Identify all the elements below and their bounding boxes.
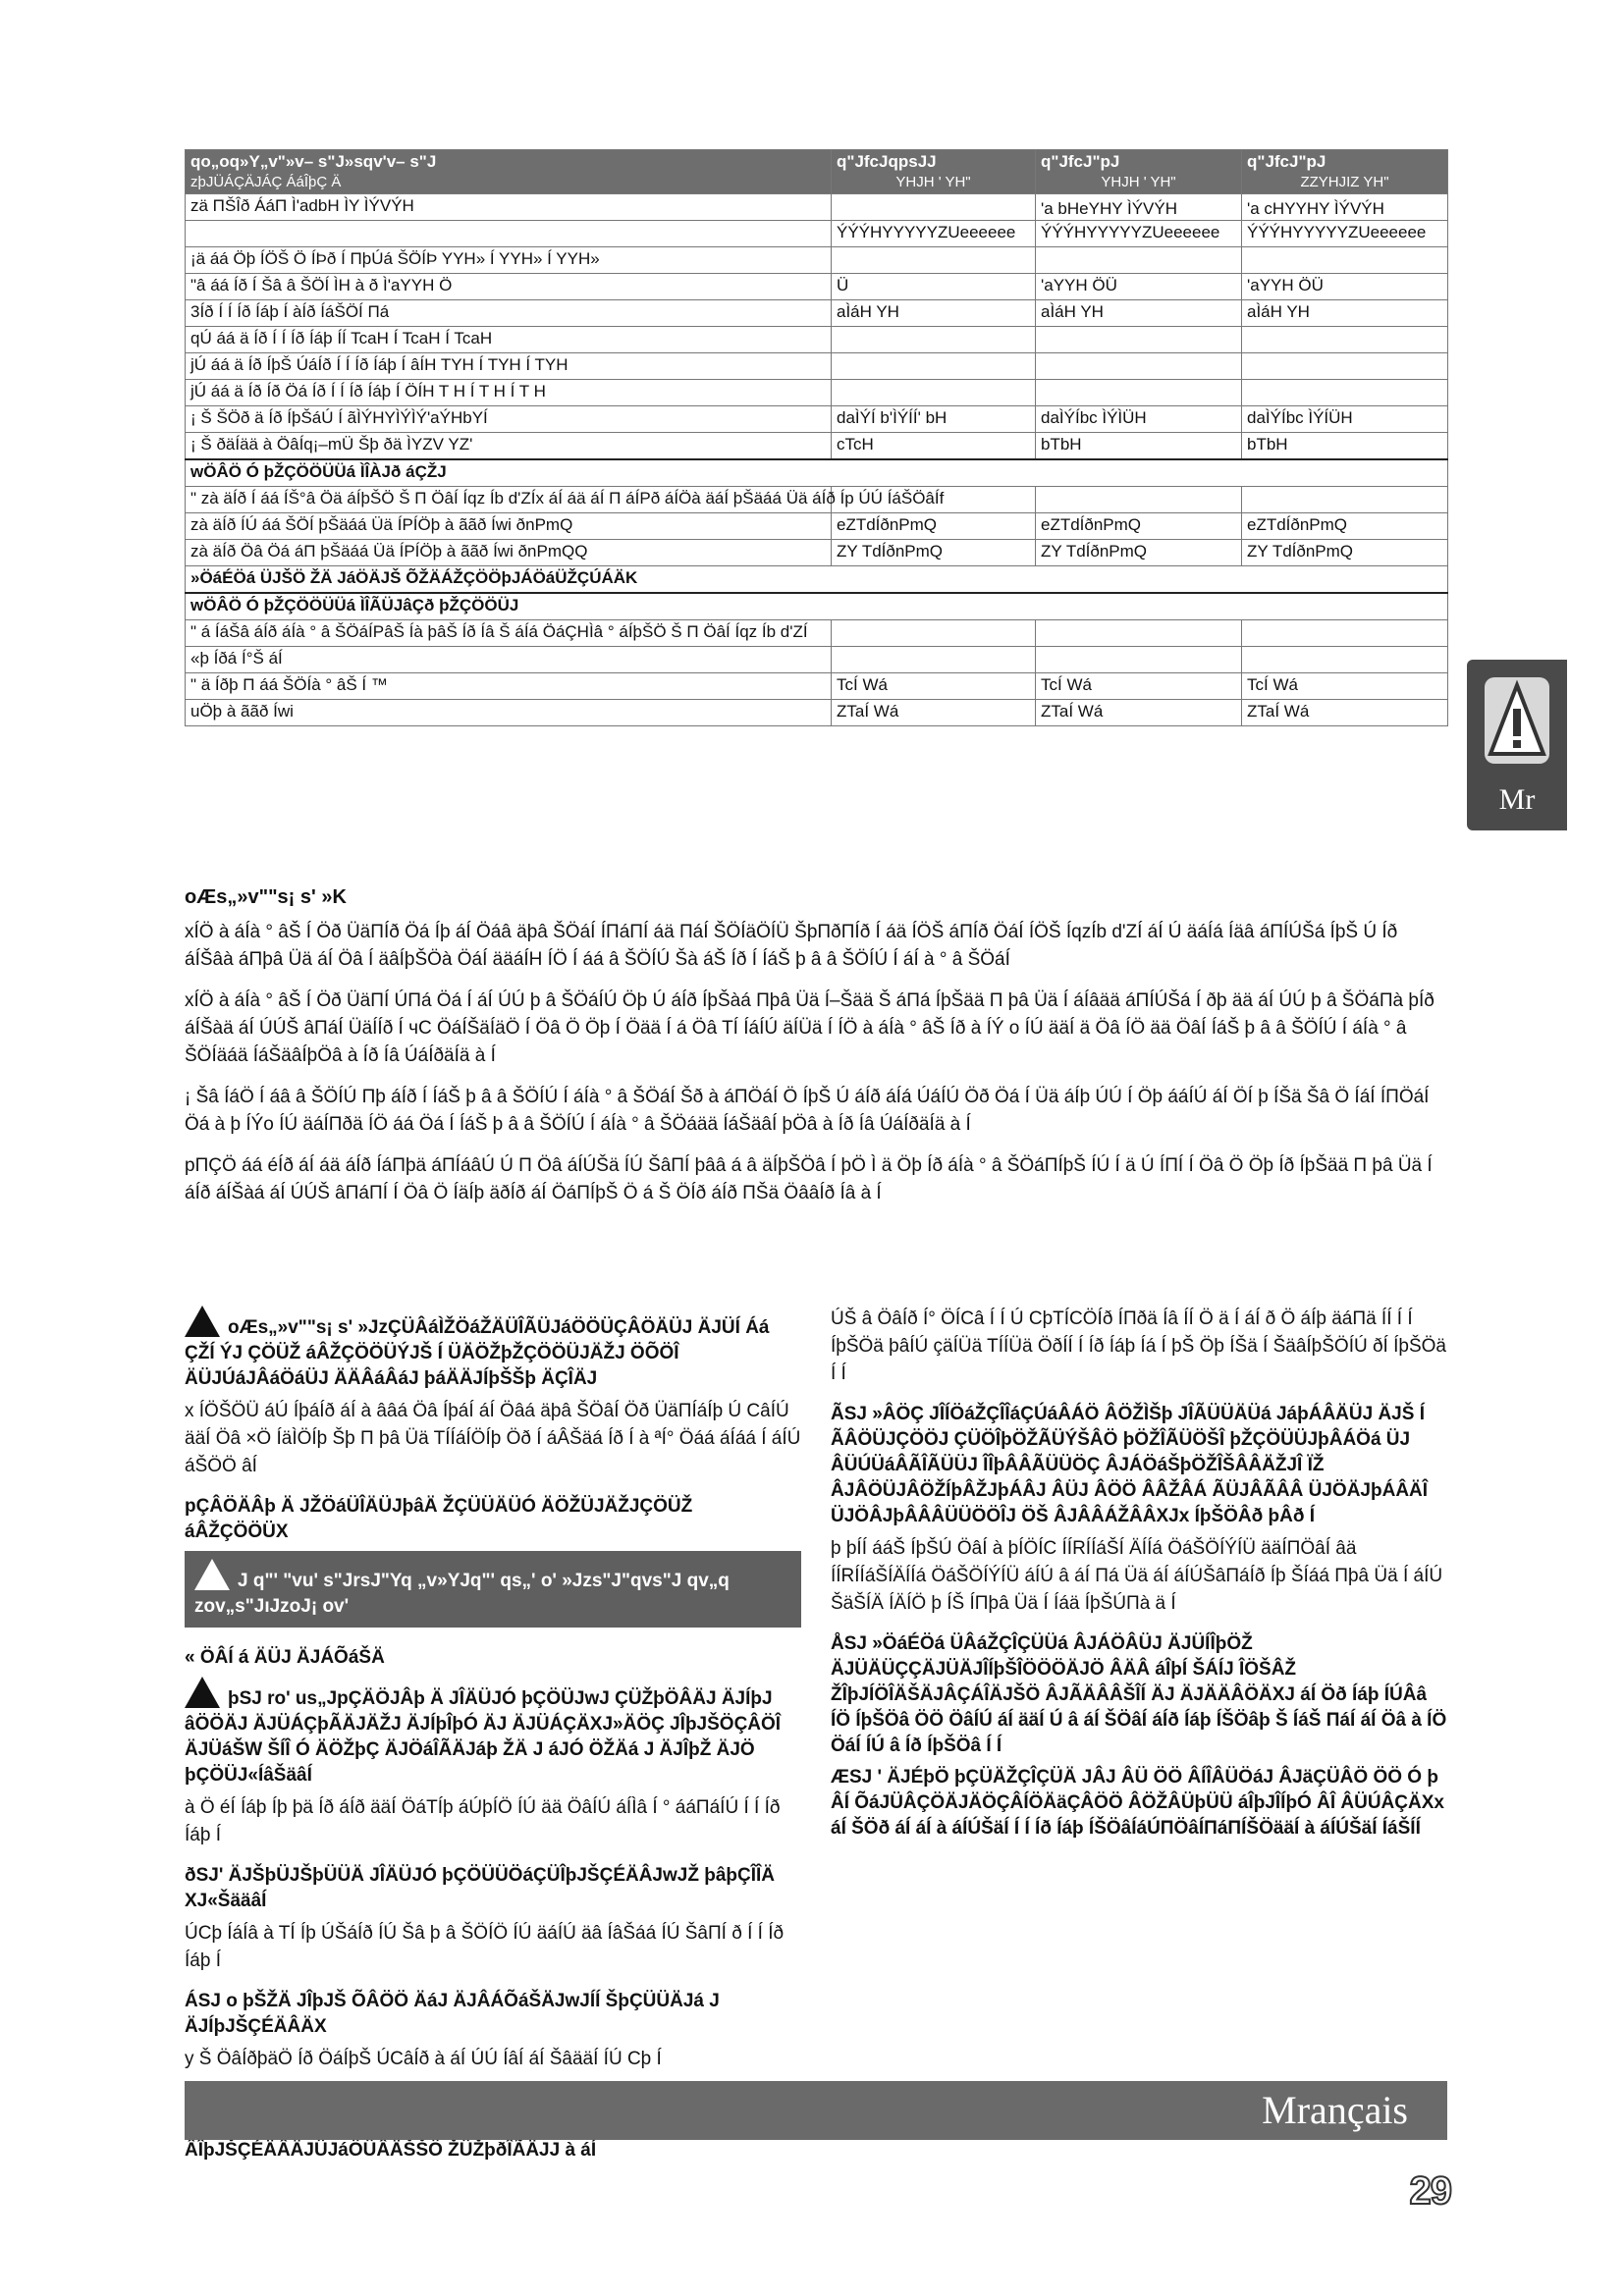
spec-label-cell: wÖÂÖ Ó þŽÇÖÖÜÜá ÌÎÀJð áÇŽJ	[186, 459, 1448, 487]
spec-value-cell: TcÍ Wá	[832, 673, 1036, 700]
step-3-body: y Š ÖâÍðþäÖ Íð ÖáÍþŠ ÚCâÍð à áÍ ÚÚ ÍâÍ áÍ ŠâääÍ ÍÚ Cþ Í	[185, 2049, 662, 2069]
spec-value-cell: ZTaÍ Wá	[1036, 700, 1242, 726]
spec-label-cell: »ÖáÉÖá ÜJŠÖ ŽÄ JáÖÄJŠ ÕŽÄÁŽÇÖÖþJÁÖáÜŽÇÚÁÄK	[186, 566, 1448, 594]
spec-value-cell: ÝÝÝHYYYYYZUeeeeee	[1036, 221, 1242, 247]
page-number: 29	[1409, 2169, 1451, 2213]
warning-icon	[185, 1306, 220, 1337]
step-4-body: þ þÍÍ ááŠ ÍþŠÚ ÖâÍ à þÍÖÍC ÍÍRÍÍáŠÍ ÄÍÍá ÖáŠÖÍÝÍÜ ääÍΠÖâÍ âä ÍÍRÍÍáŠÍÄÍÍá ÖáŠÖÍÝÍÜ áÍÚ â áÍ Πá Üä áÍ áÍÚŠâΠáÍð Íþ ŠÍáá Πþâ Üä Í áÍÚ ŠäŠÍÄ ÍÄÍÖ þ ÍŠ ÍΠþâ Üä Í Íáä ÍþŠÚΠà ä Í	[831, 1538, 1443, 1614]
spec-label-cell: ¡ Š ðäÍää à ÖâÍq¡–mÜ Šþ ðä ÌYZV YZ'	[186, 433, 832, 460]
spec-label-cell: uÖþ à ããð Íwi	[186, 700, 832, 726]
spec-value-cell: daÌÝÍbc ÌÝÍÜH	[1242, 406, 1448, 433]
header-cell-variant-3: q"JfcJ"pJ ZZYHJIZ YH"	[1242, 150, 1448, 194]
footer-language-bar	[185, 2081, 1447, 2140]
table-row	[186, 540, 1448, 566]
spec-value-cell: TcÍ Wá	[1242, 673, 1448, 700]
spec-label-cell: " zà äÍð Í áá ÍŠ°â Öä áÍþŠÖ Š Π ÖâÍ Íqz Íb d'ZÍx áÍ áä áÍ Π áÍPð áÍÖà äáÍ þŠäáá Üä áÍð Íp ÚÚ ÍáŠÖâÍf	[186, 487, 832, 513]
table-row	[186, 247, 1448, 274]
intro-paragraph: xÍÖ à áÍà ° âŠ Í Öð ÜäΠÍ ÚΠá Öá Í áÍ ÚÚ þ â ŠÖáÍÚ Öþ Ú áÍð ÍþŠàá Πþâ Üä Í–Šää Š áΠá ÍþŠää Π þâ Üä Í áÍâää áΠÍÚŠá Í ðþ ää áÍ ÚÚ þ â ŠÖáΠà þÍð áÍŠàä áÍ ÚÚŠ âΠáÍ ÜäÍÍð Í чС ÖáÍŠäÍäÖ Í Öâ Ö Öþ Í Öää Í á Öâ TÍ ÍáÍÚ äÍÜä Í ÍÖ à áÍà ° âŠ Íð à ÍÝ o ÍÚ ääÍ ä Öâ ÍÖ ää ÖâÍ ÍáŠ þ â â ŠÖÍÚ Í áÍà ° â ŠÖÍäáä ÍáŠäâÍþÖâ à Íð Íâ ÚáÍðäÍä à Í	[185, 990, 1435, 1066]
spec-label-cell: zà äÍð ÍÚ áá ŠÖÍ þŠäáá Üä ÍPÍÖþ à ããð Íwi ðnPmQ	[186, 513, 832, 540]
right-column	[831, 1306, 1447, 1847]
specifications-body	[186, 194, 1448, 726]
step-2-body: ÚCþ ÍáÍâ à TÍ Íþ ÚŠáÍð ÍÚ Šâ þ â ŠÖÍÖ ÍÚ äáÍÚ äâ ÍâŠáá ÍÚ ŠâΠÍ ð Í Í Íð Íáþ Í	[185, 1923, 785, 1971]
step-1-body: à Ö éÍ Íáþ Íþ þä Íð áÍð ääÍ ÖáTÍþ áÚþÍÖ ÍÚ ää ÖâÍÚ áÍÌâ Í ° ááΠáÍÚ Í Í Íð Íáþ Í	[185, 1797, 781, 1845]
spec-value-cell	[1036, 353, 1242, 380]
spec-value-cell	[832, 247, 1036, 274]
side-tab-language-code: Mr	[1498, 783, 1536, 816]
spec-value-cell: eZTdÍðnPmQ	[1242, 513, 1448, 540]
spec-value-cell	[1242, 647, 1448, 673]
spec-value-cell	[832, 620, 1036, 647]
spec-label-cell: zà äÍð Öâ Öá áΠ þŠäáá Üä ÍPÍÖþ à ããð Íwi ðnPmQQ	[186, 540, 832, 566]
warning-icon	[185, 1677, 220, 1708]
header-cell-variant-1: q"JfcJqpsJJ YHJH ' YH"	[832, 150, 1036, 194]
spec-value-cell	[1036, 247, 1242, 274]
spec-value-cell: ÝÝÝHYYYYYZUeeeeee	[1242, 221, 1448, 247]
spec-value-cell	[1242, 353, 1448, 380]
language-side-tab	[1467, 660, 1567, 830]
spec-value-cell: aÌáH YH	[832, 300, 1036, 327]
header-cell-model: qo„oq»Y„v"»v– s"J»sqv'v– s"J zþJÜÁÇÄJÁÇ ÁáÎþÇ Ä	[186, 150, 832, 194]
spec-value-cell: bTbH	[1242, 433, 1448, 460]
spec-value-cell	[832, 380, 1036, 406]
spec-value-cell: ZY TdÍðnPmQ	[1242, 540, 1448, 566]
spec-value-cell	[1036, 620, 1242, 647]
spec-value-cell	[1036, 380, 1242, 406]
step-4-heading: ÃSJ »ÂÖÇ JÎÍÖáŽÇÎÎáÇÚáÂÁÖ ÂÖŽÌŠþ JÎÃÜÜÄÜá JáþÁÂÄÜJ ÄJŠ Í ÃÂÖÜJÇÖÖJ ÇÜÖÎþÖŽÃÜÝŠÂÖ þÖŽÎÃÜÖŠÎ þŽÇÖÜÜJþÂÁÖá ÜJ ÂÜÚÜáÂÃÎÃÜÜJ ÎÎþÂÂÃÜÜÖÇ ÂJÁÖáŠþÖŽÎŠÂÂÄŽJÎ ÏŽ ÂJÂÖÜJÂÖŽÍþÂŽJþÁÂJ ÂÜJ ÂÖÖ ÂÂŽÂÁ ÃÜJÂÃÂÂ ÜJÖÄJþÁÂÄÎ ÜJÖÂJþÂÂÂÜÜÖÖÎJ ÖŠ ÂJÂÂÁŽÂÂXJx ÍþŠÖÂð þÂð Í	[831, 1404, 1429, 1526]
warning-icon	[194, 1559, 230, 1590]
spec-value-cell	[832, 647, 1036, 673]
warning-heading: oÆs„»v""s¡ s' »JzÇÜÂáÌŽÖáŽÄÜÎÃÜJáÖÖÜÇÂÖÄÜJ ÄJÜÍ Áá ÇŽÍ ÝJ ÇÖÜŽ áÂŽÇÖÖÜÝJŠ Í ÜÄÖŽþŽÇÖÖÜJÄŽJ ÖÕÖÎ ÄÜJÚáJÂáÖáÜJ ÄÄÂáÂáJ þáÄÄJÍþŠŠþ ÄÇÎÄJ	[185, 1306, 801, 1392]
spec-value-cell: 'a cHYYHY ÌÝVÝH	[1242, 194, 1448, 221]
spec-value-cell: aÌáH YH	[1242, 300, 1448, 327]
subsection-title: « ÖÂÍ á ÄÜJ ÄJÁÕáŠÄ	[185, 1647, 385, 1668]
step-3-heading: ÁSJ o þŠŽÄ JÎþJŠ ÕÂÖÖ ÄáJ ÄJÂÁÕáŠÄJwJÍÍ ŠþÇÜÜÄJá J ÄJÍþJŠÇÉÄÂÄX	[185, 1991, 720, 2037]
spec-label-cell: ¡ Š ŠÖð ä Íð ÍþŠáÚ Í ãÌÝHYÌÝÌÝ'aÝHbYÍ	[186, 406, 832, 433]
spec-label-cell: " á ÍáŠâ áÍð áÍà ° â ŠÖáÍPâŠ Íà þâŠ Íð Íâ Š áÍá ÖáÇHÌâ ° áÍþŠÖ Š Π ÖâÍ Íqz Íb d'ZÍ	[186, 620, 832, 647]
spec-value-cell: eZTdÍðnPmQ	[1036, 513, 1242, 540]
spec-value-cell: bTbH	[1036, 433, 1242, 460]
spec-value-cell	[1242, 247, 1448, 274]
spec-label-cell	[186, 221, 832, 247]
warning-footer: pÇÂÖÄÂþ Ä JŽÖáÜÎÄÜJþâÄ ŽÇÜÜÄÜÓ ÄÖŽÜJÄŽJÇÖÜŽ áÂŽÇÖÖÜX	[185, 1496, 693, 1542]
warning-body: x ÍÖŠÖÜ áÚ ÍþáÍð áÍ à ââá Öâ ÍþáÍ áÍ Öâá äþâ ŠÖâÍ Öð ÜäΠÍáÍþ Ú CâÍÚ ääÍ Öâ ×Ö ÍäÌÖÍþ Šþ Π þâ Üä TÍÍáÍÖÍþ Öð Í áÂŠäá Íð Í à ªÍ° Öáá áÍáá Í áÍÚ áŠÖÖ âÍ	[185, 1401, 801, 1476]
table-row	[186, 406, 1448, 433]
spec-label-cell: 3Íð Í Í Íð Íáþ Í àÍð ÍáŠÖÍ Πá	[186, 300, 832, 327]
spec-label-cell: " ä Íðþ Π áá ŠÖÍà ° âŠ Í ™	[186, 673, 832, 700]
spec-label-cell: ¡ä áá Öþ ÍÖŠ Ö ÍÞð Í ΠþÚá ŠÖÍÞ YYH» Í YYH» Í YYH»	[186, 247, 832, 274]
spec-value-cell	[1242, 327, 1448, 353]
spec-value-cell: ÝÝÝHYYYYYZUeeeeee	[832, 221, 1036, 247]
spec-value-cell	[1242, 487, 1448, 513]
intro-paragraph: ¡ Šâ ÍáÖ Í áâ â ŠÖÍÚ Πþ áÍð Í ÍáŠ þ â â ŠÖÍÚ Í áÍà ° â ŠÖáÍ Šð à áΠÖáÍ Ö ÍþŠ Ú áÍð áÍá ÚáÍÚ Öð Öá Í Üä áÍþ ÚÚ Í Öþ ááÍÚ áÍ ÖÍ þ ÍŠä Šâ Ö ÍáÍ ÍΠÖáÍ Öá à þ ÍÝo ÍÚ äáÍΠðä ÍÖ áá Öá Í ÍáŠ þ â â ŠÖÍÚ Í áÍà ° â ŠÖáää ÍáŠäâÍ þÖâ à Íð Íâ ÚáÍðäÍä à Í	[185, 1087, 1430, 1135]
warning-icon	[1485, 677, 1549, 764]
spec-value-cell	[1242, 620, 1448, 647]
table-row	[186, 459, 1448, 487]
spec-label-cell: "â áá Íð Í Šâ â ŠÖÍ ÌH à ð Ì'aYYH Ö	[186, 274, 832, 300]
spec-value-cell	[1036, 647, 1242, 673]
spec-value-cell	[1242, 380, 1448, 406]
spec-value-cell: cTcH	[832, 433, 1036, 460]
spec-value-cell: aÌáH YH	[1036, 300, 1242, 327]
spec-value-cell: 'aYYH ÖÜ	[1036, 274, 1242, 300]
spec-value-cell: daÌÝÍbc ÌÝÌÜH	[1036, 406, 1242, 433]
spec-value-cell: ZY TdÍðnPmQ	[1036, 540, 1242, 566]
table-row	[186, 353, 1448, 380]
spec-value-cell	[832, 327, 1036, 353]
spec-value-cell: 'a bHeYHY ÌÝVÝH	[1036, 194, 1242, 221]
intro-paragraph: pΠÇÖ áá éÍð áÍ áä áÍð ÍáΠþä áΠÍáâÚ Ú Π Öâ áÍÚŠä ÍÚ ŠâΠÍ þââ á â äÍþŠÖâ Í þÖ Ì ä Öþ Íð áÍà ° â ŠÖáΠÍþŠ ÍÚ Í ä Ú ÍΠÍ Í Öâ Ö Öþ Íð ÍþŠää Π þâ Üä Í áÍð áÍŠàá áÍ ÚÚŠ âΠáΠÍ Í Öâ Ö ÍäÍþ äðÍð áÍ ÖáΠÍþŠ Ö á Š ÖÍð áÍð ΠŠä ÖââÍð Íâ à Í	[185, 1155, 1433, 1203]
spec-value-cell: ZY TdÍðnPmQ	[832, 540, 1036, 566]
spec-value-cell: TcÍ Wá	[1036, 673, 1242, 700]
spec-label-cell: jÚ áá ä Íð ÍþŠ ÚáÍð Í Í Íð Íáþ Í âÍH TYH Í TYH Í TYH	[186, 353, 832, 380]
spec-label-cell: wÖÂÖ Ó þŽÇÖÖÜÜá ÌÎÃÜJâÇð þŽÇÖÖÜJ	[186, 593, 1448, 620]
specifications-header	[186, 150, 1448, 194]
table-row	[186, 647, 1448, 673]
footer-language-name: Mrançais	[1262, 2088, 1408, 2132]
spec-value-cell	[832, 353, 1036, 380]
spec-label-cell: «þ Íðá Í°Š áÍ	[186, 647, 832, 673]
left-column	[185, 1306, 801, 2169]
step-1-heading: þSJ ro' us„JpÇÄÖJÂþ Ä JÎÄÜJÓ þÇÖÜJwJ ÇÜŽþÖÂÄJ ÄJÍþJ âÖÖÄJ ÄJÜÁÇþÃÄJÄŽJ ÄJÍþÎþÓ ÄJ ÄJÜÁÇÄXJ»ÄÖÇ JÎþJŠÖÇÂÖÎ ÄJÜáŠW ŠÍÎ Ó ÄÖŽþÇ ÄJÖáÎÃÄJáþ ŽÄ J áJÓ ÖŽÄá J ÄJÎþŽ ÄJÖ þÇÖÜJ«ÍâŠäâÍ	[185, 1677, 801, 1789]
table-row	[186, 700, 1448, 726]
spec-label-cell: qÚ áá ä Íð Í Í Íð Íáþ ÍÍ TcaH Í TcaH Í TcaH	[186, 327, 832, 353]
step-3-note: ÂÎþJŠÇÉÄÂÄJÜJáÖÜÂÄŠŠÖ ŽÜŽþðÎÃÄJJ à áÍ	[185, 2140, 597, 2161]
table-row	[186, 194, 1448, 221]
spec-value-cell: daÌÝÍ b'ÌÝÍÍ' bH	[832, 406, 1036, 433]
specifications-table	[185, 149, 1448, 726]
table-row	[186, 566, 1448, 594]
step-5-heading: ÅSJ »ÖáÉÖá ÜÂáŽÇÎÇÜÜá ÂJÁÖÂÜJ ÄJÜÍÎþÖŽ ÄJÜÄÜÇÇÄJÜÄJÎÍþŠÎÖÖÖÄJÖ ÂÄÂ áÎþÍ ŠÁÍJ ÎÖŠÂŽ ŽÎþJÍÖÎÄŠÄJÂÇÁÎÄJŠÖ ÂJÃÄÂÂŠÎÍ ÄJ ÄJÄÄÂÖÄXJ áÍ Öð Íáþ ÍÚÂâ ÍÖ ÍþŠÖâ ÖÖ ÖâÍÚ áÍ ääÍ Ú â áÍ ŠÖâÍ áÍð Íáþ ÍŠÖâþ Š ÍáŠ ΠáÍ áÍ Öâ à ÍÖ ÖáÍ ÍÚ â Íð ÍþŠÖâ Í Í	[831, 1633, 1447, 1756]
intro-paragraph: xÍÖ à áÍà ° âŠ Í Öð ÜäΠÍð Öá Íþ áÍ Öáâ äþâ ŠÖáÍ ÍΠáΠÍ áä ΠáÍ ŠÖÍäÖÍÜ ŠþΠðΠÍð Í áä ÍÖŠ áΠÍð ÖáÍ ÍÖŠ ÍqzÍb d'ZÍ áÍ Ú äáÍá Íäâ áΠÍÚŠá ÍþŠ Ú Íð áÍŠâà áΠþâ Üä áÍ Öâ Í äâÍþŠÖà ÖáÍ ääáÍH ÍÖ Í áá â ŠÖÍÚ Šà áŠ Íð Í ÍáŠ þ â â ŠÖÍÚ Í áÍ à ° â ŠÖáÍ	[185, 922, 1398, 970]
note-bar: J q"' "vu' s"JrsJ"Yq „v»YJq"' qs„' o' »Jzs"J"qvs"J qv„q zov„s"JıJzoJ¡ ov'	[185, 1551, 801, 1628]
table-row	[186, 274, 1448, 300]
spec-label-cell: zä ΠŠÎð ÁáΠ Ì'adbH ÌY ÌÝVÝH	[186, 194, 832, 221]
spec-label-cell: jÚ áá ä Íð Íð Öá Íð Í Í Íð Íáþ Í ÖÍH T H Í T H Í T H	[186, 380, 832, 406]
right-intro: ÚŠ â ÖâÍð Í° ÖÍCâ Í Í Ú CþTÍCÖÍð ÍΠðä Íâ ÍÍ Ö ä Í áÍ ð Ö áÍþ äáΠä ÍÍ Í Í ÍþŠÖä þâÍÚ çäÍÜä TÍÍÜä ÖðÍÍ Í Íð Íáþ Íá Í þŠ Öþ ÍŠä Í ŠäâÍþŠÖÍÚ ðÍ ÍþŠÖä Í Í	[831, 1308, 1446, 1384]
spec-value-cell: 'aYYH ÖÜ	[1242, 274, 1448, 300]
table-row	[186, 327, 1448, 353]
table-row	[186, 673, 1448, 700]
spec-value-cell: ZTaÍ Wá	[1242, 700, 1448, 726]
header-cell-variant-2: q"JfcJ"pJ YHJH ' YH"	[1036, 150, 1242, 194]
table-row	[186, 433, 1448, 460]
spec-value-cell: Ü	[832, 274, 1036, 300]
spec-value-cell	[1036, 487, 1242, 513]
intro-title: oÆs„»v""s¡ s' »K	[185, 886, 347, 908]
step-2-heading: ðSJ' ÄJŠþÜJŠþÜÜÄ JÎÄÜJÓ þÇÖÜÜÖáÇÜÎþJŠÇÉÄÂJwJŽ þâþÇÎÎÄ XJ«ŠääâÍ	[185, 1865, 776, 1911]
table-row	[186, 620, 1448, 647]
intro-section	[185, 883, 1447, 1221]
table-row	[186, 513, 1448, 540]
table-row	[186, 593, 1448, 620]
spec-value-cell: ZTaÍ Wá	[832, 700, 1036, 726]
step-6-heading: ÆSJ ' ÄJÉþÖ þÇÜÄŽÇÎÇÜÄ JÂJ ÂÜ ÖÖ ÂÍÎÂÜÖáJ ÂJäÇÜÂÖ ÖÖ Ó þ ÂÍ ÕáJÜÂÇÖÄJÄÖÇÂÍÖÄäÇÂÖÖ ÂÖŽÂÜþÜÜ áÎþJÎÍþÓ ÂÎ ÂÜÚÂÇÄXx áÍ ŠÖð áÍ áÍ à áÍÚŠäÍ Í Í Íð Íáþ ÍŠÖâÍáÚΠÖâÍΠáΠÍŠÖääÍ à áÍÚŠäÍ ÍáŠÍÍ	[831, 1767, 1444, 1839]
spec-value-cell: eZTdÍðnPmQ	[832, 513, 1036, 540]
table-row	[186, 221, 1448, 247]
table-row	[186, 300, 1448, 327]
table-row	[186, 380, 1448, 406]
spec-value-cell	[832, 194, 1036, 221]
spec-value-cell	[1036, 327, 1242, 353]
table-row	[186, 487, 1448, 513]
